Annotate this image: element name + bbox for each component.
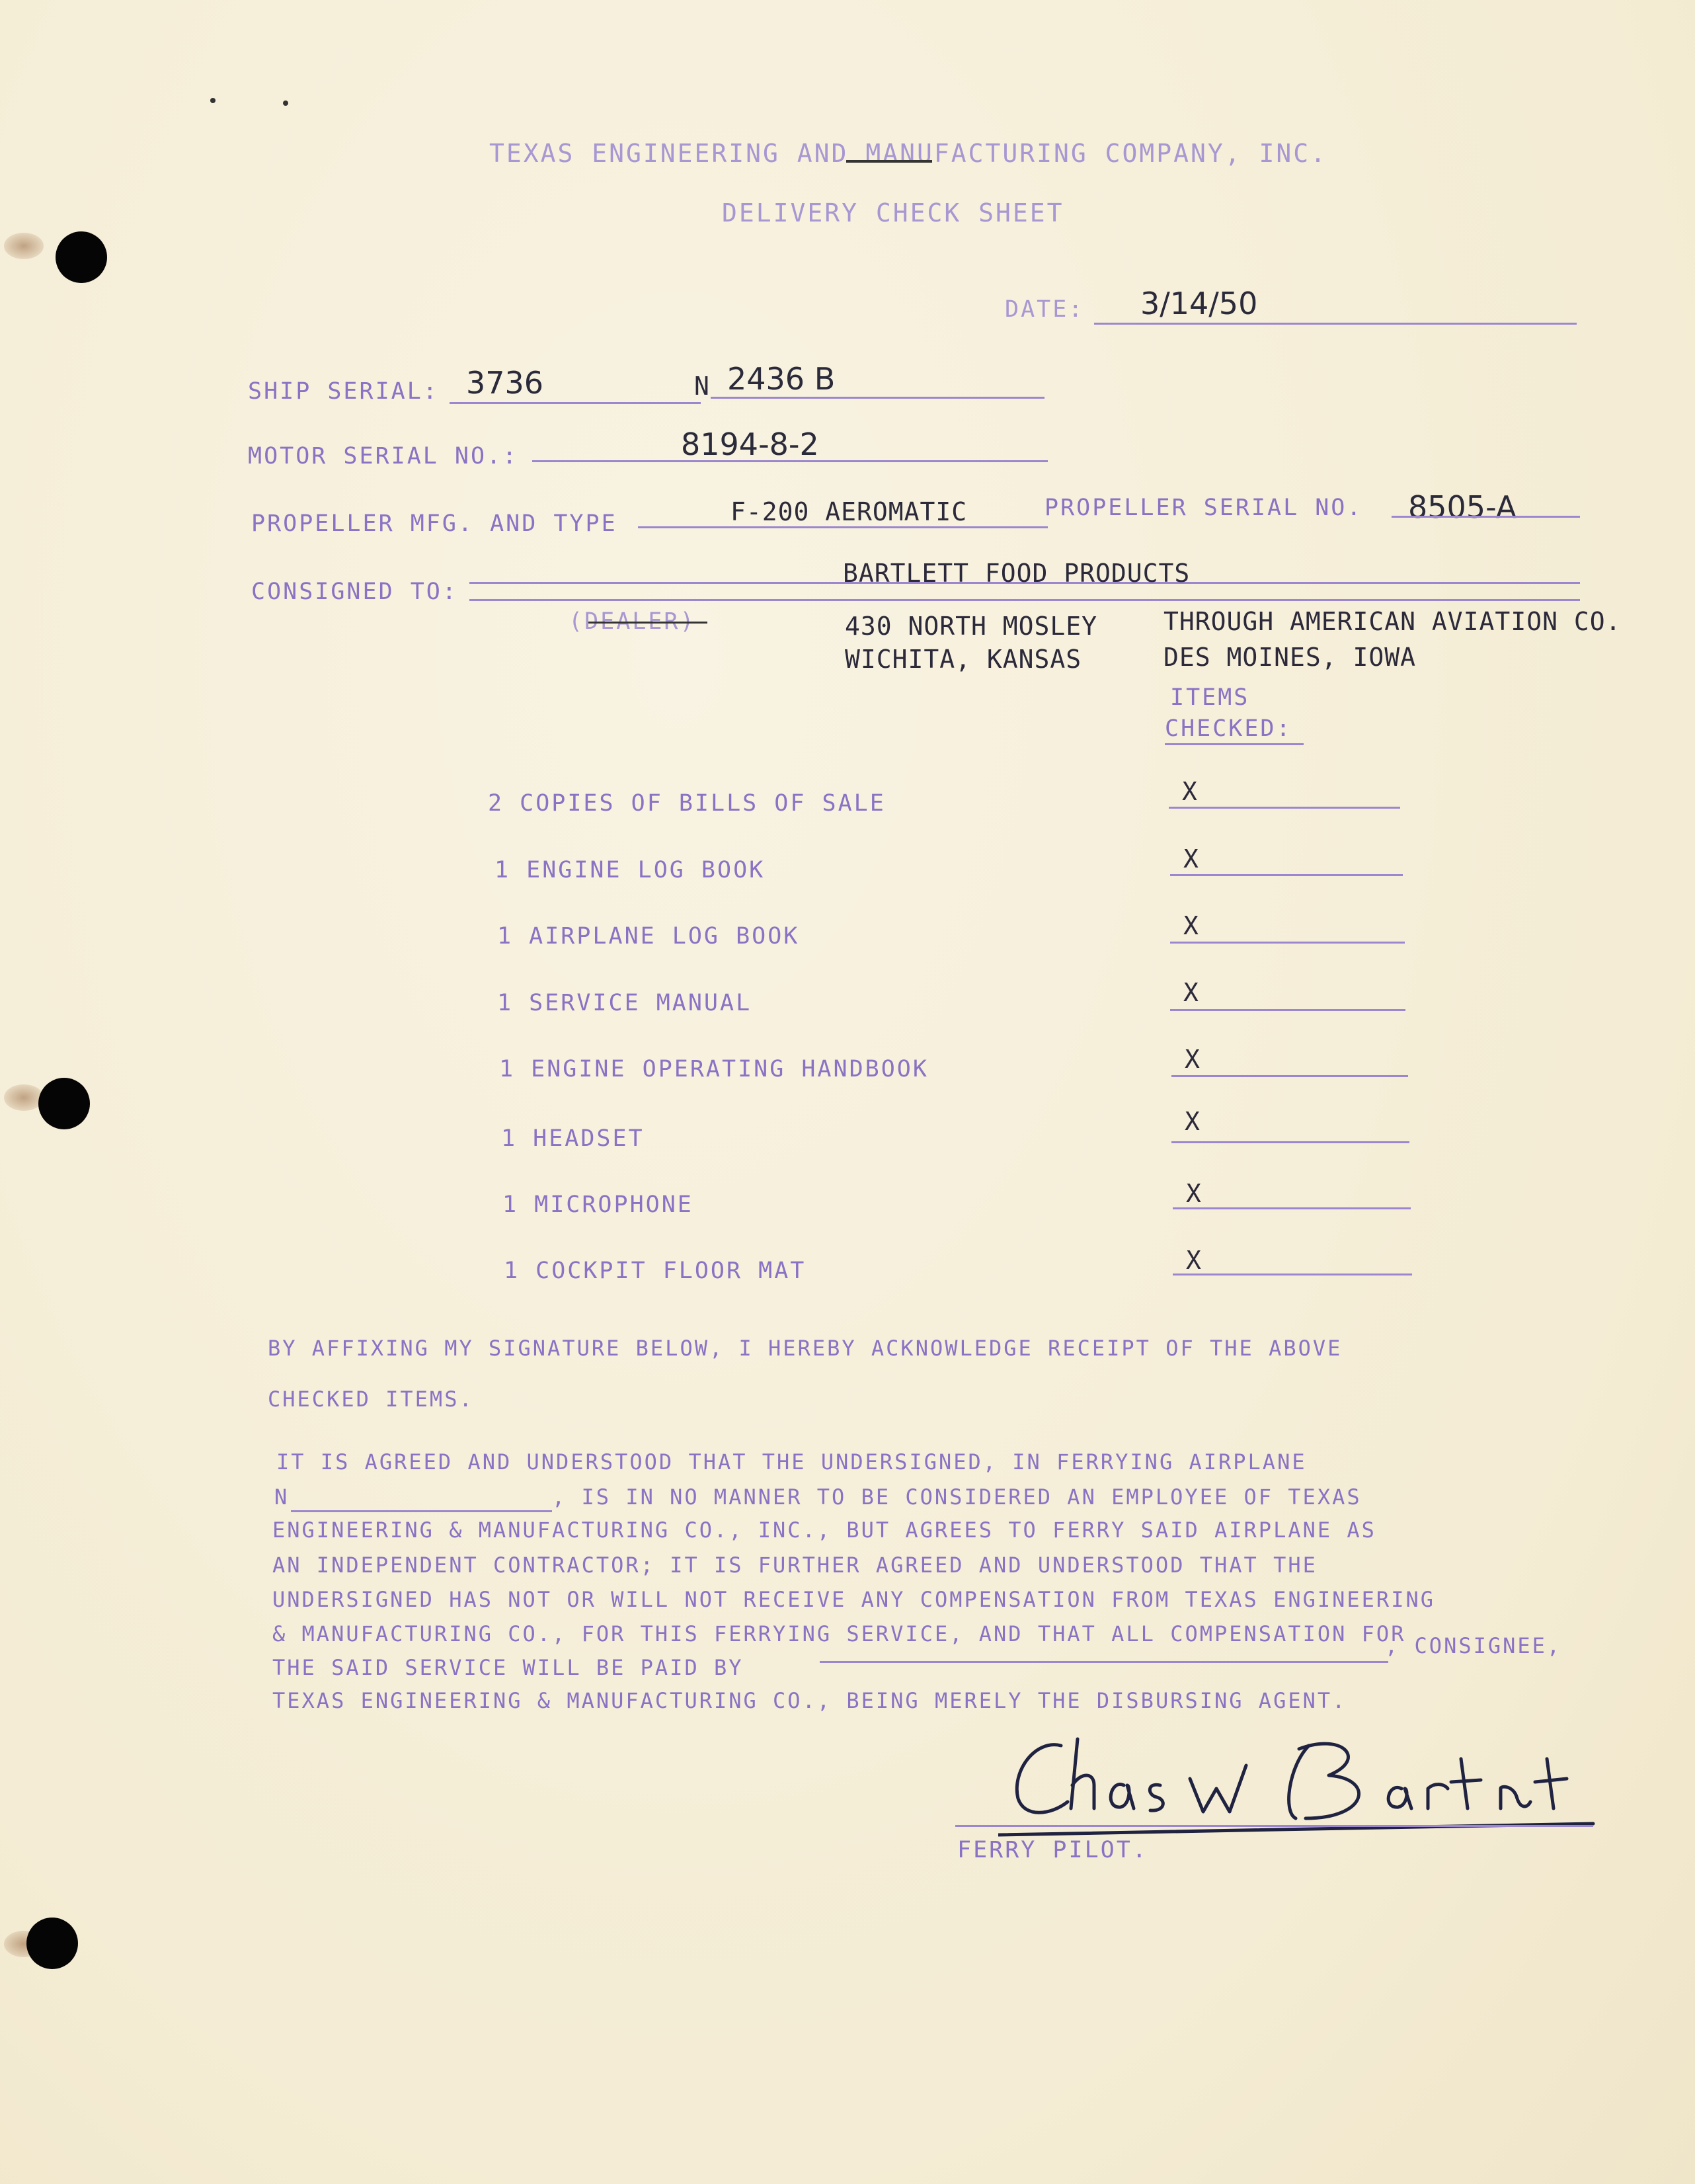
paid-by-line <box>820 1661 1388 1663</box>
agreement-line-3: ENGINEERING & MANUFACTURING CO., INC., BUT AGREES TO FERRY SAID AIRPLANE AS <box>272 1517 1376 1543</box>
signature-line <box>955 1825 1593 1827</box>
date-value: 3/14/50 <box>1140 286 1258 321</box>
n-prefix: N <box>694 372 710 401</box>
check-mark: X <box>1185 1045 1200 1074</box>
agreement-line-8: TEXAS ENGINEERING & MANUFACTURING CO., BEING MERELY THE DISBURSING AGENT. <box>272 1688 1347 1713</box>
agreement-n-line <box>291 1510 552 1512</box>
propeller-serial-line <box>1392 516 1580 518</box>
consigned-line <box>469 599 1580 601</box>
checklist-item: 1 COCKPIT FLOOR MAT <box>504 1258 807 1284</box>
consigned-label: CONSIGNED TO: <box>251 579 458 605</box>
check-line <box>1169 807 1400 809</box>
check-line <box>1170 1009 1405 1011</box>
consignee-address-1: 430 NORTH MOSLEY <box>845 612 1098 641</box>
date-label: DATE: <box>1005 296 1085 323</box>
company-name: TEXAS ENGINEERING AND MANUFACTURING COMPANY, INC. <box>489 139 1328 168</box>
checklist-item: 2 COPIES OF BILLS OF SALE <box>488 790 886 817</box>
check-mark: X <box>1185 1107 1200 1136</box>
checklist-item: 1 AIRPLANE LOG BOOK <box>497 923 800 950</box>
motor-serial-line <box>532 460 1048 462</box>
binder-hole-top <box>56 231 107 283</box>
correction-strike <box>846 160 932 163</box>
signature-text: Chas W Bartlett <box>1289 1832 1341 1839</box>
sheet-title: DELIVERY CHECK SHEET <box>722 198 1064 227</box>
n-number-value: 2436 B <box>727 361 836 397</box>
agreement-line-2: , IS IN NO MANNER TO BE CONSIDERED AN EMPLOYEE OF TEXAS <box>552 1484 1362 1510</box>
dealer-label: (DEALER) <box>569 608 696 635</box>
items-header-1: ITEMS <box>1170 684 1250 711</box>
check-line <box>1173 1207 1411 1209</box>
agreement-line-5: UNDERSIGNED HAS NOT OR WILL NOT RECEIVE ANY COMPENSATION FROM TEXAS ENGINEERING <box>272 1587 1435 1612</box>
propeller-mfg-line <box>638 526 1048 528</box>
through-line-2: DES MOINES, IOWA <box>1163 643 1417 672</box>
check-line <box>1171 1075 1408 1077</box>
check-mark: X <box>1182 777 1197 806</box>
checklist-item: 1 ENGINE OPERATING HANDBOOK <box>499 1056 929 1082</box>
dealer-strike <box>588 622 707 624</box>
propeller-mfg-label: PROPELLER MFG. AND TYPE <box>251 510 617 537</box>
binder-hole-middle <box>38 1078 90 1129</box>
check-mark: X <box>1186 1179 1201 1208</box>
check-line <box>1170 874 1403 876</box>
ship-serial-label: SHIP SERIAL: <box>248 378 439 405</box>
propeller-mfg-value: F-200 AEROMATIC <box>730 497 968 526</box>
agreement-line-4: AN INDEPENDENT CONTRACTOR; IT IS FURTHER AGREED AND UNDERSTOOD THAT THE <box>272 1553 1318 1578</box>
checklist-item: 1 SERVICE MANUAL <box>497 990 752 1016</box>
ship-serial-line <box>450 402 701 404</box>
checklist-item: 1 ENGINE LOG BOOK <box>494 857 766 883</box>
ship-serial-value: 3736 <box>466 365 544 401</box>
checklist-item: 1 MICROPHONE <box>502 1192 693 1218</box>
agreement-n-prefix: N <box>274 1484 290 1510</box>
check-line <box>1171 1141 1409 1143</box>
acknowledgement-line-1: BY AFFIXING MY SIGNATURE BELOW, I HEREBY ACKNOWLEDGE RECEIPT OF THE ABOVE <box>268 1336 1343 1361</box>
consignee-name: BARTLETT FOOD PRODUCTS <box>843 559 1191 588</box>
motor-serial-value: 8194-8-2 <box>681 426 819 462</box>
check-line <box>1170 942 1405 944</box>
ferry-pilot-label: FERRY PILOT. <box>957 1837 1148 1863</box>
agreement-line-7-suffix: , CONSIGNEE, <box>1385 1633 1562 1658</box>
rust-stain <box>4 233 44 259</box>
check-mark: X <box>1186 1246 1201 1275</box>
motor-serial-label: MOTOR SERIAL NO.: <box>248 443 519 469</box>
items-header-2: CHECKED: <box>1165 715 1292 742</box>
binder-hole-bottom <box>26 1918 78 1969</box>
date-line <box>1094 323 1577 325</box>
n-number-line <box>711 397 1045 399</box>
check-mark: X <box>1183 844 1199 873</box>
check-mark: X <box>1183 978 1199 1007</box>
through-line-1: THROUGH AMERICAN AVIATION CO. <box>1163 607 1622 636</box>
speck <box>210 98 216 103</box>
rust-stain <box>4 1084 44 1111</box>
agreement-line-1: IT IS AGREED AND UNDERSTOOD THAT THE UNDERSIGNED, IN FERRYING AIRPLANE <box>276 1449 1307 1475</box>
agreement-line-6: & MANUFACTURING CO., FOR THIS FERRYING SERVICE, AND THAT ALL COMPENSATION FOR <box>272 1621 1406 1646</box>
consignee-address-2: WICHITA, KANSAS <box>845 645 1082 674</box>
propeller-serial-label: PROPELLER SERIAL NO. <box>1045 495 1363 521</box>
items-header-underline <box>1165 743 1304 745</box>
check-line <box>1173 1274 1412 1275</box>
speck <box>283 101 288 106</box>
acknowledgement-line-2: CHECKED ITEMS. <box>268 1387 474 1412</box>
propeller-serial-value: 8505-A <box>1408 489 1517 525</box>
check-mark: X <box>1183 911 1199 940</box>
agreement-line-7-prefix: THE SAID SERVICE WILL BE PAID BY <box>272 1655 744 1680</box>
checklist-item: 1 HEADSET <box>501 1125 645 1152</box>
